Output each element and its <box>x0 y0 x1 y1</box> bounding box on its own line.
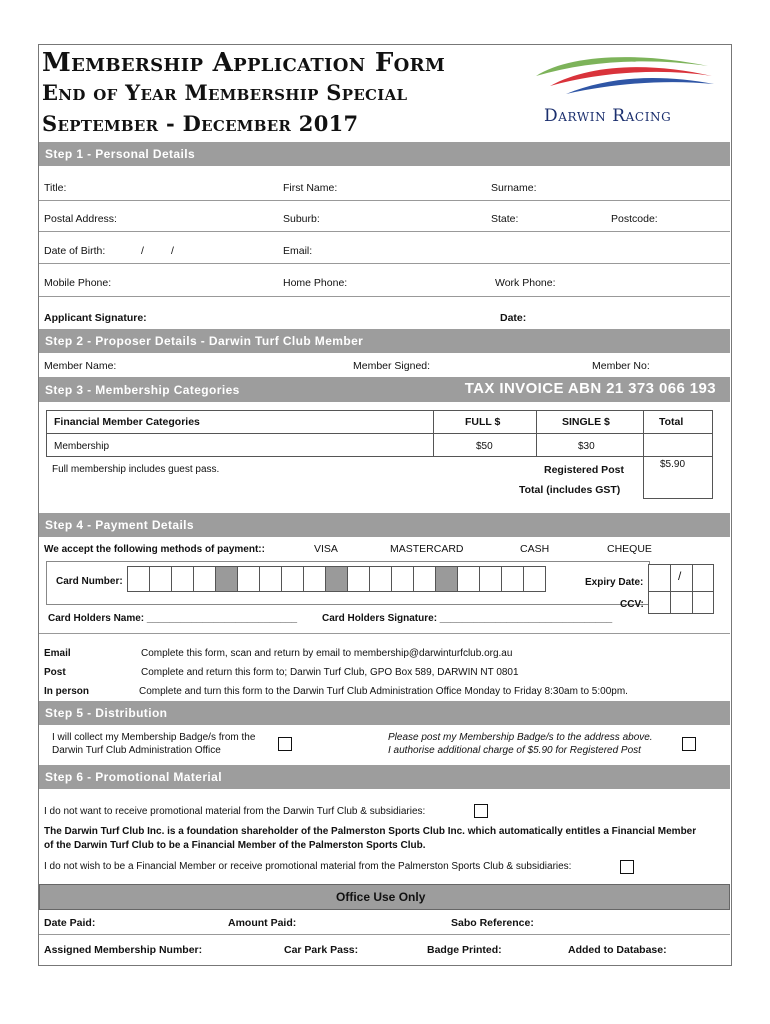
step2-heading: Step 2 - Proposer Details - Darwin Turf Club Member <box>45 334 364 348</box>
member-signed-label: Member Signed: <box>353 360 431 372</box>
col-single: SINGLE $ <box>562 416 610 428</box>
form-period: September - December 2017 <box>42 111 359 136</box>
logo-swoosh-blue <box>566 78 714 94</box>
registered-post-value: $5.90 <box>660 459 686 470</box>
row-membership-label: Membership <box>54 441 110 452</box>
card-number-field[interactable] <box>127 566 547 592</box>
email-method-text: Complete this form, scan and return by email to membership@darwinturfclub.org.au <box>141 648 513 659</box>
card-number-digit[interactable] <box>171 566 194 592</box>
method-mastercard: MASTERCARD <box>390 543 464 555</box>
step3-heading-bar <box>39 377 730 402</box>
in-person-method-text: Complete and turn this form to the Darwin Turf Club Administration Office Monday to Friday 8:30am to 5:00pm. <box>139 686 628 697</box>
collect-badge-text: I will collect my Membership Badge/s from the <box>52 732 256 743</box>
logo-text: Darwin Racing <box>544 106 672 126</box>
expiry-divider <box>670 564 671 592</box>
step1-heading: Step 1 - Personal Details <box>45 147 196 161</box>
date-label: Date: <box>500 312 527 324</box>
date-paid-label: Date Paid: <box>44 917 96 929</box>
card-number-digit[interactable] <box>479 566 502 592</box>
divider <box>39 200 730 201</box>
postal-address-label: Postal Address: <box>44 213 117 225</box>
office-use-heading: Office Use Only <box>336 890 426 904</box>
card-number-digit[interactable] <box>523 566 546 592</box>
ccv-divider <box>670 591 671 614</box>
divider <box>39 934 730 935</box>
sabo-reference-label: Sabo Reference: <box>451 917 534 929</box>
registered-post-value-cell <box>643 433 713 457</box>
badge-printed-label: Badge Printed: <box>427 944 502 956</box>
amount-paid-label: Amount Paid: <box>228 917 297 929</box>
dob-label: Date of Birth: <box>44 245 106 257</box>
post-method-text: Complete and return this form to; Darwin Turf Club, GPO Box 589, DARWIN NT 0801 <box>141 667 519 678</box>
col-total: Total <box>659 416 684 428</box>
card-number-digit[interactable] <box>281 566 304 592</box>
method-visa: VISA <box>314 543 338 555</box>
post-badge-checkbox[interactable] <box>682 737 696 751</box>
ccv-divider <box>692 591 693 614</box>
method-cheque: CHEQUE <box>607 543 652 555</box>
accept-methods-label: We accept the following methods of payment:: <box>44 544 265 555</box>
tax-invoice: TAX INVOICE ABN 21 373 066 193 <box>464 380 716 397</box>
card-number-digit[interactable] <box>259 566 282 592</box>
card-number-digit[interactable] <box>303 566 326 592</box>
title-label: Title: <box>44 182 67 194</box>
card-number-digit[interactable] <box>391 566 414 592</box>
col-full: FULL $ <box>465 416 501 428</box>
ccv-label: CCV: <box>620 599 644 610</box>
car-park-pass-label: Car Park Pass: <box>284 944 359 956</box>
optout-psc-checkbox[interactable] <box>620 860 634 874</box>
state-label: State: <box>491 213 519 225</box>
post-method-label: Post <box>44 667 66 678</box>
in-person-method-label: In person <box>44 686 90 697</box>
email-label: Email: <box>283 245 313 257</box>
step5-heading-bar <box>39 701 730 725</box>
step4-heading-bar <box>39 513 730 537</box>
psc-notice-line1: The Darwin Turf Club Inc. is a foundation shareholder of the Palmerston Sports Club Inc. which automatically entitles a Financial Member <box>44 826 697 837</box>
card-number-digit[interactable] <box>413 566 436 592</box>
ccv-field[interactable] <box>648 591 714 614</box>
card-holder-signature-label: Card Holders Signature: _______________________________ <box>322 613 613 624</box>
expiry-separator: / <box>678 569 682 583</box>
form-title: Membership Application Form <box>42 48 446 78</box>
added-to-database-label: Added to Database: <box>568 944 667 956</box>
registered-post-label: Registered Post <box>544 464 624 476</box>
divider <box>39 296 730 297</box>
row-single-price: $30 <box>578 441 595 452</box>
form-subtitle: End of Year Membership Special <box>42 80 408 105</box>
row-full-price: $50 <box>476 441 493 452</box>
method-cash: CASH <box>520 543 550 555</box>
dob-separator: / <box>171 245 174 257</box>
optout-dtc-checkbox[interactable] <box>474 804 488 818</box>
assigned-membership-number-label: Assigned Membership Number: <box>44 944 203 956</box>
card-number-digit[interactable] <box>501 566 524 592</box>
card-number-separator <box>435 566 458 592</box>
total-label: Total (includes GST) <box>519 484 621 496</box>
step6-heading: Step 6 - Promotional Material <box>45 770 222 784</box>
post-badge-text: Please post my Membership Badge/s to the address above. <box>388 732 653 743</box>
dob-separator: / <box>141 245 144 257</box>
step4-heading: Step 4 - Payment Details <box>45 518 194 532</box>
member-name-label: Member Name: <box>44 360 117 372</box>
surname-label: Surname: <box>491 182 537 194</box>
membership-note: Full membership includes guest pass. <box>52 464 220 475</box>
step5-heading: Step 5 - Distribution <box>45 706 168 720</box>
card-number-digit[interactable] <box>127 566 150 592</box>
step6-heading-bar <box>39 765 730 789</box>
divider <box>39 263 730 264</box>
optout-dtc-text: I do not want to receive promotional material from the Darwin Turf Club & subsidiaries: <box>44 806 426 817</box>
card-number-digit[interactable] <box>347 566 370 592</box>
mobile-phone-label: Mobile Phone: <box>44 277 112 289</box>
applicant-signature-label: Applicant Signature: <box>44 312 147 324</box>
divider <box>39 231 730 232</box>
member-no-label: Member No: <box>592 360 650 372</box>
step2-heading-bar <box>39 329 730 353</box>
collect-badge-text-2: Darwin Turf Club Administration Office <box>52 745 221 756</box>
card-number-digit[interactable] <box>149 566 172 592</box>
card-number-digit[interactable] <box>457 566 480 592</box>
darwin-racing-logo-icon <box>530 50 720 106</box>
post-badge-text-2: I authorise additional charge of $5.90 for Registered Post <box>388 745 641 756</box>
card-number-digit[interactable] <box>193 566 216 592</box>
optout-psc-text: I do not wish to be a Financial Member or receive promotional material from the Palmerston Sports Club & subsidiaries: <box>44 861 572 872</box>
collect-badge-checkbox[interactable] <box>278 737 292 751</box>
card-number-digit[interactable] <box>237 566 260 592</box>
first-name-label: First Name: <box>283 182 338 194</box>
expiry-date-label: Expiry Date: <box>585 577 644 588</box>
step1-heading-bar <box>39 142 730 166</box>
work-phone-label: Work Phone: <box>495 277 556 289</box>
card-holder-name-label: Card Holders Name: ___________________________ <box>48 613 298 624</box>
email-method-label: Email <box>44 648 71 659</box>
divider <box>39 633 730 634</box>
step3-heading: Step 3 - Membership Categories <box>45 383 240 397</box>
postcode-label: Postcode: <box>611 213 658 225</box>
card-number-digit[interactable] <box>369 566 392 592</box>
home-phone-label: Home Phone: <box>283 277 348 289</box>
col-category: Financial Member Categories <box>54 416 200 428</box>
card-number-label: Card Number: <box>56 576 123 587</box>
card-number-separator <box>325 566 348 592</box>
expiry-divider <box>692 564 693 592</box>
card-number-separator <box>215 566 238 592</box>
suburb-label: Suburb: <box>283 213 320 225</box>
psc-notice-line2: of the Darwin Turf Club to be a Financial Member of the Palmerston Sports Club. <box>44 840 426 851</box>
